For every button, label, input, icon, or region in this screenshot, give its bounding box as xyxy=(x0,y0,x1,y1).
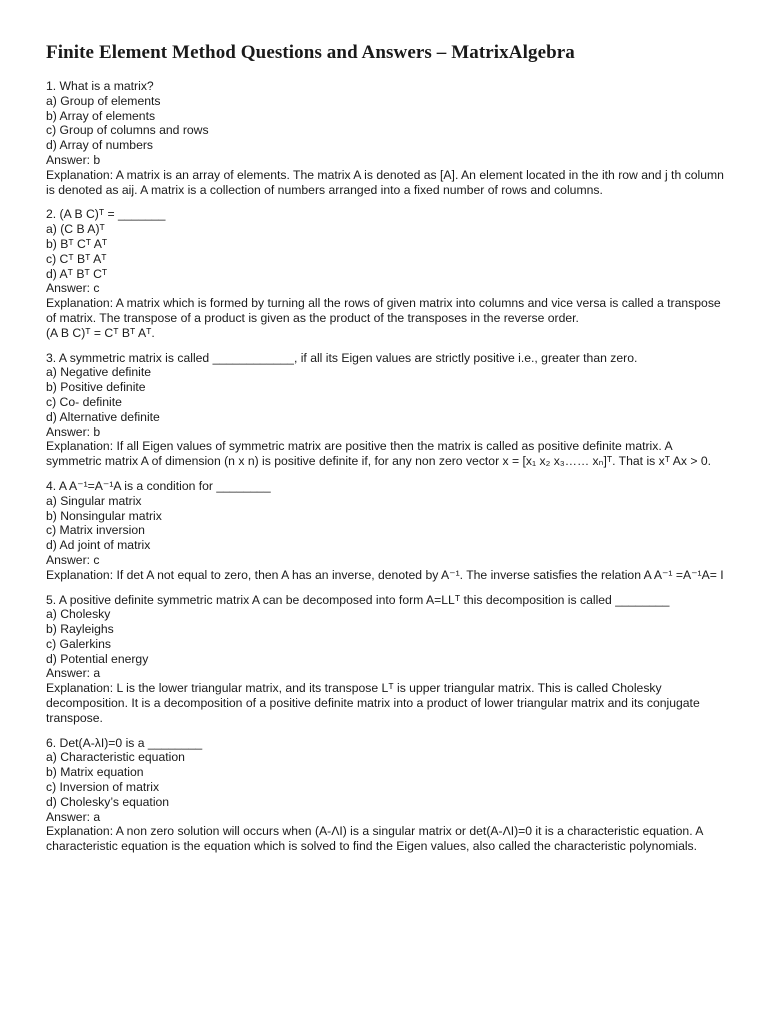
question-block xyxy=(46,351,728,469)
answer-text: Answer: c xyxy=(46,281,100,296)
option-a: a) (C B A)ᵀ xyxy=(46,222,105,237)
option-c: c) Matrix inversion xyxy=(46,523,145,538)
option-d: d) Array of numbers xyxy=(46,138,154,153)
option-b: b) Bᵀ Cᵀ Aᵀ xyxy=(46,236,108,251)
question-text: 6. Det(A-λI)=0 is a ________ xyxy=(46,735,203,750)
question-text: 5. A positive definite symmetric matrix A can be decomposed into form A=LLᵀ this decomposition is called ________ xyxy=(46,592,670,607)
page-title: Finite Element Method Questions and Answers – MatrixAlgebra xyxy=(46,42,575,63)
question-block xyxy=(46,479,728,583)
option-d: d) Aᵀ Bᵀ Cᵀ xyxy=(46,266,108,281)
option-b: b) Nonsingular matrix xyxy=(46,508,162,523)
option-d: d) Alternative definite xyxy=(46,409,160,424)
option-d: d) Potential energy xyxy=(46,651,149,666)
question-block xyxy=(46,736,728,854)
question-text: 3. A symmetric matrix is called ____________, if all its Eigen values are strictly positive i.e., greater than zero. xyxy=(46,350,638,365)
option-c: c) Cᵀ Bᵀ Aᵀ xyxy=(46,251,107,266)
answer-text: Answer: b xyxy=(46,424,101,439)
option-c: c) Galerkins xyxy=(46,636,112,651)
option-b: b) Matrix equation xyxy=(46,765,144,780)
answer-text: Answer: a xyxy=(46,809,101,824)
question-text: 1. What is a matrix? xyxy=(46,79,154,93)
explanation-text: Explanation: If det A not equal to zero, then A has an inverse, denoted by A⁻¹. The inverse satisfies the relation A A⁻¹ =A⁻¹A= I xyxy=(46,567,724,582)
question-text: 4. A A⁻¹=A⁻¹A is a condition for ________ xyxy=(46,478,271,493)
explanation-text: Explanation: L is the lower triangular matrix, and its transpose Lᵀ is upper triangular matrix. This is called Cholesky decomposition. It is a decomposition of a positive definite matrix into a product of lower triangular matrix and its conjugate transpose. xyxy=(46,681,700,725)
explanation-text: Explanation: If all Eigen values of symmetric matrix are positive then the matrix is called as positive definite matrix. A symmetric matrix A of dimension (n x n) is positive definite if, for any non zero vector x = [x₁ x₂ x₃…… xₙ]ᵀ. That is xᵀ Ax > 0. xyxy=(46,439,711,469)
explanation-text: Explanation: A non zero solution will occurs when (A-ΛI) is a singular matrix or det(A-ΛI)=0 it is a characteristic equation. A characteristic equation is the equation which is solved to find the Eigen values, also called the characteristic polynomials. xyxy=(46,824,703,854)
option-c: c) Inversion of matrix xyxy=(46,780,160,795)
option-a: a) Negative definite xyxy=(46,365,152,380)
option-a: a) Group of elements xyxy=(46,93,161,108)
question-text: 2. (A B C)ᵀ = _______ xyxy=(46,207,166,222)
option-a: a) Cholesky xyxy=(46,607,111,622)
explanation-text: Explanation: A matrix which is formed by turning all the rows of given matrix into columns and vice versa is called a transpose of matrix. The transpose of a product is given as the product of the transposes in the reverse order. xyxy=(46,296,721,325)
explanation-text: Explanation: A matrix is an array of elements. The matrix A is denoted as [A]. An element located in the ith row and j th column is denoted as aij. A matrix is a collection of numbers arranged into a fixed number of rows and columns. xyxy=(46,167,724,197)
question-block xyxy=(46,79,728,197)
question-block xyxy=(46,207,728,340)
option-d: d) Ad joint of matrix xyxy=(46,538,151,553)
question-block xyxy=(46,593,728,726)
option-a: a) Characteristic equation xyxy=(46,750,185,765)
answer-text: Answer: b xyxy=(46,152,101,167)
answer-text: Answer: a xyxy=(46,666,101,681)
explanation-formula: (A B C)ᵀ = Cᵀ Bᵀ Aᵀ. xyxy=(46,325,155,340)
option-b: b) Rayleighs xyxy=(46,622,114,637)
option-c: c) Group of columns and rows xyxy=(46,123,209,138)
answer-text: Answer: c xyxy=(46,552,100,567)
option-d: d) Cholesky’s equation xyxy=(46,794,170,809)
option-c: c) Co- definite xyxy=(46,394,122,409)
option-b: b) Array of elements xyxy=(46,108,156,123)
option-b: b) Positive definite xyxy=(46,380,146,395)
option-a: a) Singular matrix xyxy=(46,493,142,508)
